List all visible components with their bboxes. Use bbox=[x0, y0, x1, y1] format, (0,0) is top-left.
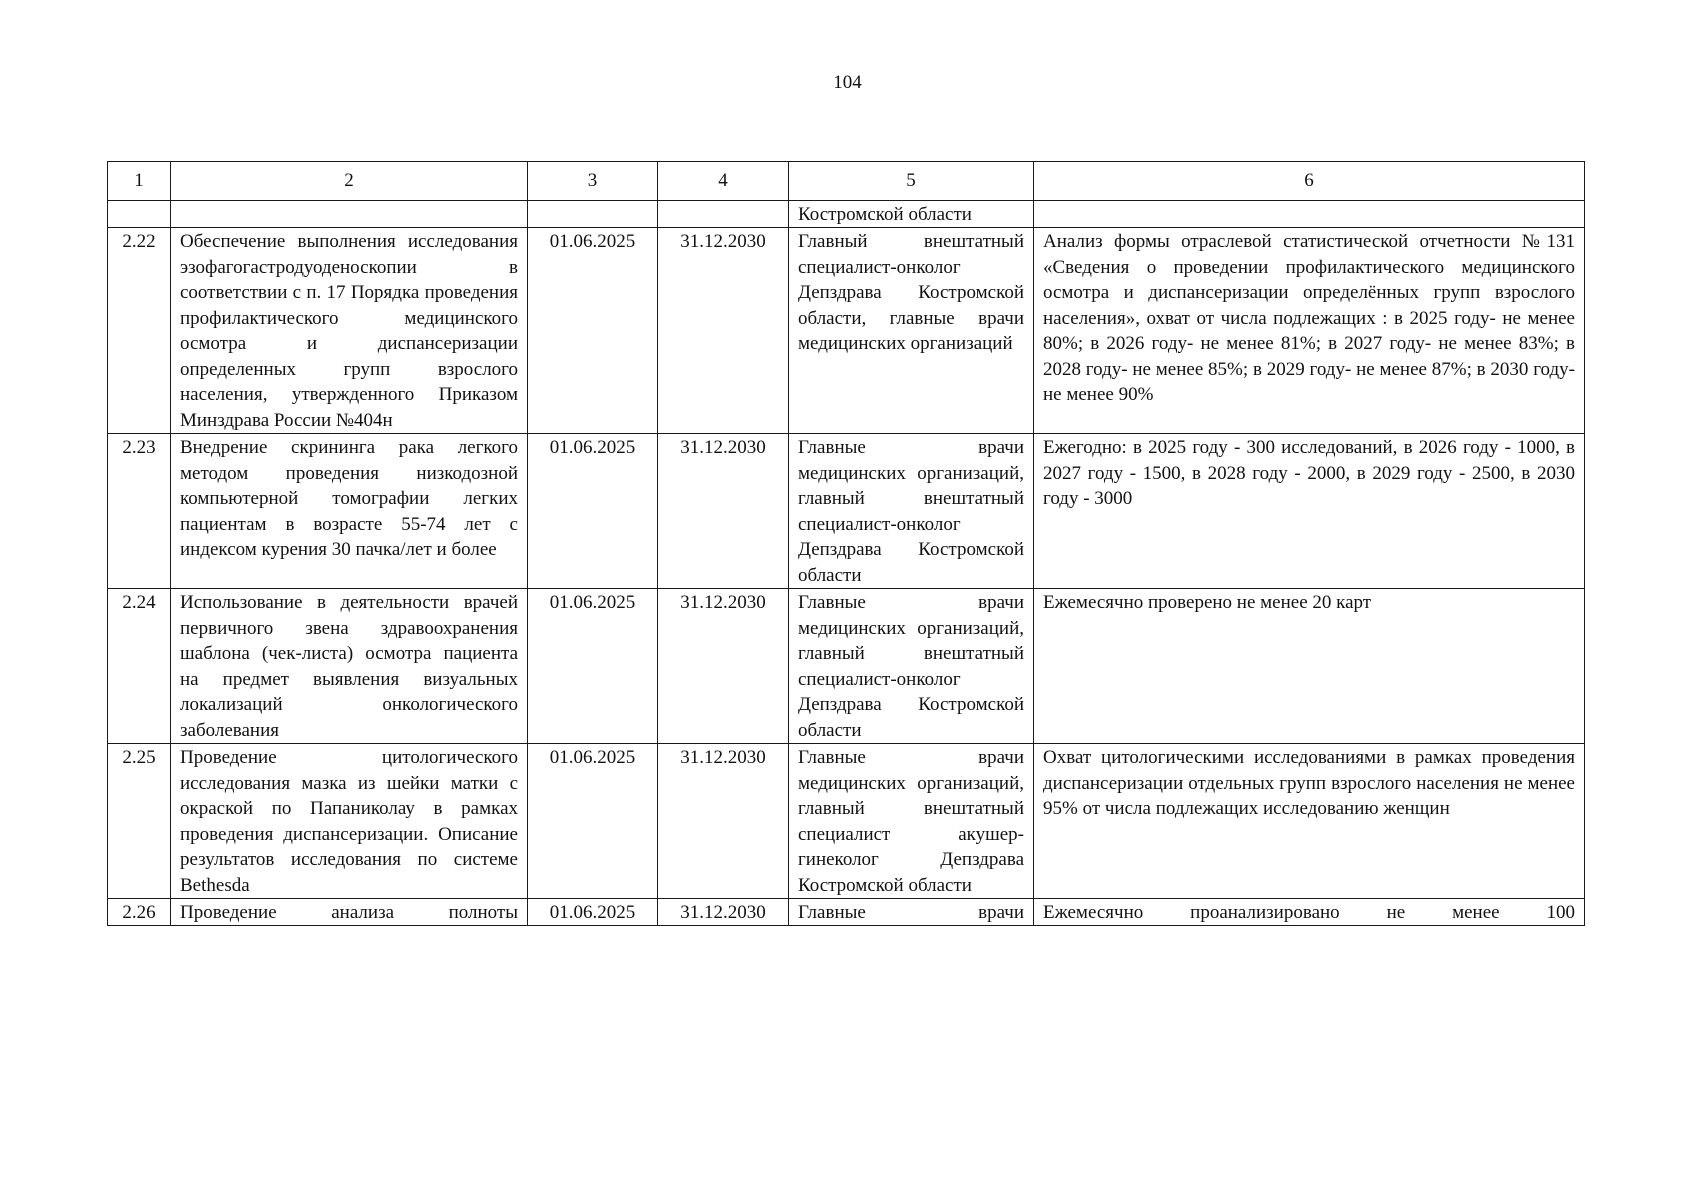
responsible-cell: Главные врачи медицинских организаций, главный внештатный специалист акушер-гинеколог Депздрава Костромской области bbox=[789, 744, 1034, 899]
carryover-responsible: Костромской области bbox=[789, 200, 1034, 228]
carryover-cell-4 bbox=[658, 200, 789, 228]
column-number-5: 5 bbox=[789, 162, 1034, 201]
start-date-cell: 01.06.2025 bbox=[528, 434, 658, 589]
end-date-cell: 31.12.2030 bbox=[658, 228, 789, 434]
end-date-cell: 31.12.2030 bbox=[658, 434, 789, 589]
row-number: 2.22 bbox=[108, 228, 171, 434]
start-date-cell: 01.06.2025 bbox=[528, 899, 658, 926]
column-number-3: 3 bbox=[528, 162, 658, 201]
column-number-2: 2 bbox=[171, 162, 528, 201]
start-date-cell: 01.06.2025 bbox=[528, 228, 658, 434]
responsible-cell: Главные врачи медицинских организаций, главный внештатный специалист-онколог Депздрава Костромской области bbox=[789, 589, 1034, 744]
result-cell: Охват цитологическими исследованиями в рамках проведения диспансеризации отдельных групп взрослого населения не менее 95% от числа подлежащих исследованию женщин bbox=[1034, 744, 1585, 899]
column-number-1: 1 bbox=[108, 162, 171, 201]
end-date-cell: 31.12.2030 bbox=[658, 589, 789, 744]
column-number-6: 6 bbox=[1034, 162, 1585, 201]
table-row bbox=[108, 434, 1585, 589]
activity-plan-table bbox=[107, 161, 1585, 926]
result-cell: Анализ формы отраслевой статистической отчетности №131 «Сведения о проведении профилактического медицинского осмотра и диспансеризации определённых групп взрослого населения», охват от числа подлежащих : в 2025 году- не менее 80%; в 2026 году- не менее 81%; в 2027 году- не менее 83%; в 2028 году- не менее 85%; в 2029 году- не менее 87%; в 2030 году- не менее 90% bbox=[1034, 228, 1585, 434]
result-cell: Ежегодно: в 2025 году - 300 исследований, в 2026 году - 1000, в 2027 году - 1500, в 2028 году - 2000, в 2029 году - 2500, в 2030 году - 3000 bbox=[1034, 434, 1585, 589]
row-number: 2.25 bbox=[108, 744, 171, 899]
table-row bbox=[108, 589, 1585, 744]
table-row bbox=[108, 744, 1585, 899]
table-row bbox=[108, 228, 1585, 434]
responsible-cell: Главные врачи медицинских организаций, главный внештатный специалист-онколог Депздрава Костромской области bbox=[789, 434, 1034, 589]
responsible-cell: Главный внештатный специалист-онколог Депздрава Костромской области, главные врачи медицинских организаций bbox=[789, 228, 1034, 434]
carryover-cell-2 bbox=[171, 200, 528, 228]
responsible-cell: Главные врачи bbox=[789, 899, 1034, 926]
activity-cell: Внедрение скрининга рака легкого методом проведения низкодозной компьютерной томографии легких пациентам в возрасте 55-74 лет с индексом курения 30 пачка/лет и более bbox=[171, 434, 528, 589]
end-date-cell: 31.12.2030 bbox=[658, 744, 789, 899]
row-number: 2.26 bbox=[108, 899, 171, 926]
activity-cell: Проведение анализа полноты bbox=[171, 899, 528, 926]
carryover-cell-6 bbox=[1034, 200, 1585, 228]
table-row bbox=[108, 899, 1585, 926]
activity-cell: Использование в деятельности врачей первичного звена здравоохранения шаблона (чек-листа) осмотра пациента на предмет выявления визуальных локализаций онкологического заболевания bbox=[171, 589, 528, 744]
row-number: 2.23 bbox=[108, 434, 171, 589]
start-date-cell: 01.06.2025 bbox=[528, 589, 658, 744]
start-date-cell: 01.06.2025 bbox=[528, 744, 658, 899]
activity-cell: Обеспечение выполнения исследования эзофагогастродуоденоскопии в соответствии с п. 17 Порядка проведения профилактического медицинского осмотра и диспансеризации определенных групп взрослого населения, утвержденного Приказом Минздрава России №404н bbox=[171, 228, 528, 434]
result-cell: Ежемесячно проанализировано не менее 100 bbox=[1034, 899, 1585, 926]
end-date-cell: 31.12.2030 bbox=[658, 899, 789, 926]
column-number-row bbox=[108, 162, 1585, 201]
page-number: 104 bbox=[833, 72, 862, 93]
carryover-cell-1 bbox=[108, 200, 171, 228]
carryover-cell-3 bbox=[528, 200, 658, 228]
row-number: 2.24 bbox=[108, 589, 171, 744]
result-cell: Ежемесячно проверено не менее 20 карт bbox=[1034, 589, 1585, 744]
activity-cell: Проведение цитологического исследования мазка из шейки матки с окраской по Папаниколау в рамках проведения диспансеризации. Описание результатов исследования по системе Bethesda bbox=[171, 744, 528, 899]
column-number-4: 4 bbox=[658, 162, 789, 201]
carryover-row bbox=[108, 200, 1585, 228]
